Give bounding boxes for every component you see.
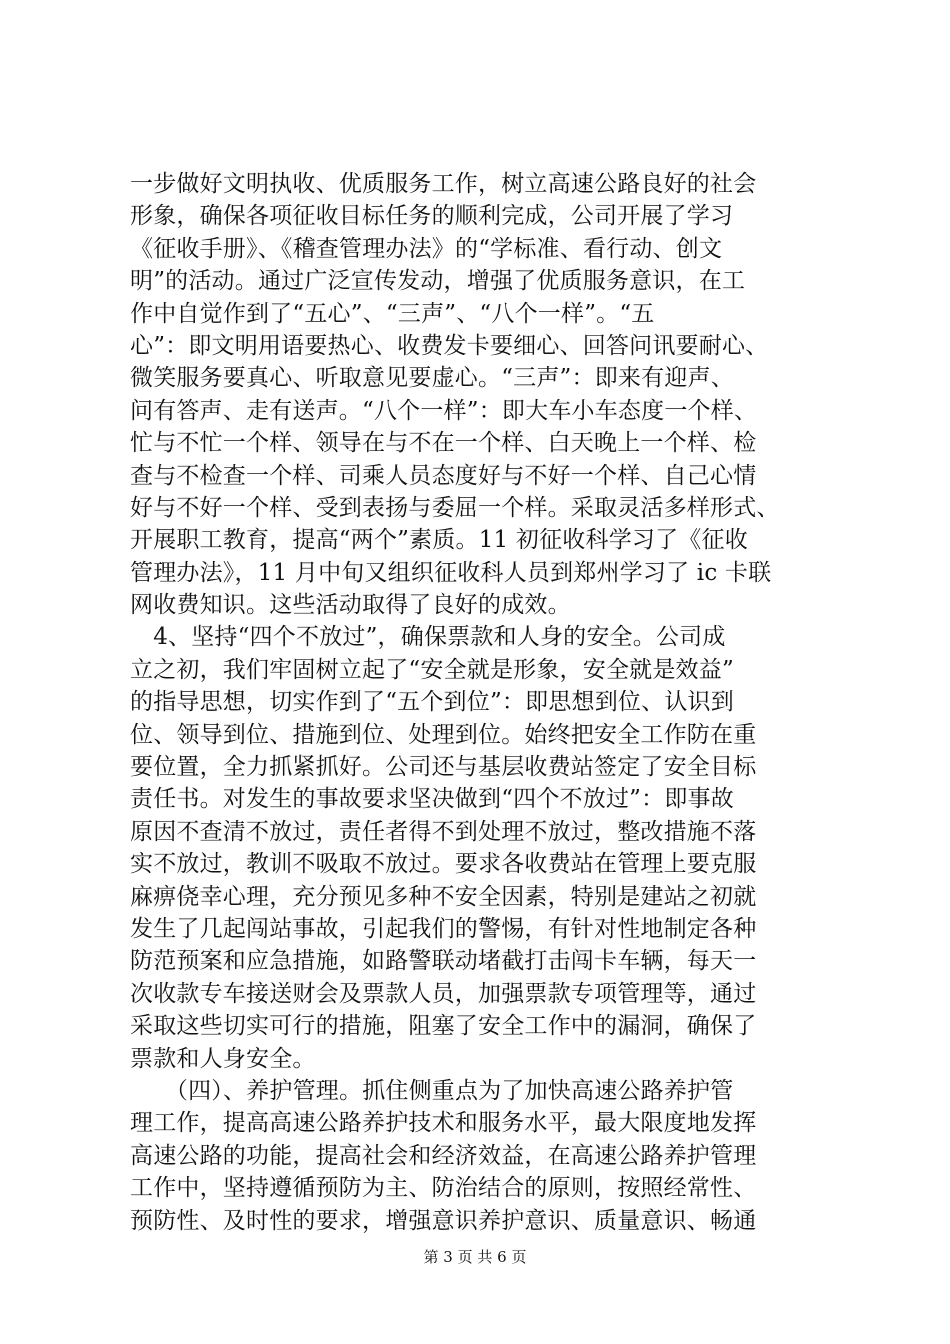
text-line: （四）、养护管理。抓住侧重点为了加快高速公路养护管 xyxy=(130,1077,734,1104)
text-line: 责任书。对发生的事故要求坚决做到“四个不放过”：即事故 xyxy=(130,786,734,813)
text-line: 形象，确保各项征收目标任务的顺利完成，公司开展了学习 xyxy=(130,203,734,230)
body-text xyxy=(130,168,830,1237)
text-line: 管理办法》，11 月中旬又组织征收科人员到郑州学习了 ic 卡联 xyxy=(130,559,772,586)
text-line: 次收款专车接送财会及票款人员，加强票款专项管理等，通过 xyxy=(130,980,757,1007)
text-line: 预防性、及时性的要求，增强意识养护意识、质量意识、畅通 xyxy=(130,1207,757,1234)
text-line: 立之初，我们牢固树立起了“安全就是形象，安全就是效益” xyxy=(130,656,734,683)
text-line: 微笑服务要真心、听取意见要虚心。“三声”：即来有迎声、 xyxy=(130,365,734,392)
text-line: 要位置，全力抓紧抓好。公司还与基层收费站签定了安全目标 xyxy=(130,754,757,781)
text-line: 理工作，提高高速公路养护技术和服务水平，最大限度地发挥 xyxy=(130,1110,757,1137)
text-line: 好与不好一个样、受到表扬与委屈一个样。采取灵活多样形式、 xyxy=(130,494,780,521)
text-line: 4、坚持“四个不放过”，确保票款和人身的安全。公司成 xyxy=(130,624,726,651)
text-line: 实不放过，教训不吸取不放过。要求各收费站在管理上要克服 xyxy=(130,851,757,878)
text-line: 的指导思想，切实作到了“五个到位”：即思想到位、认识到 xyxy=(130,689,734,716)
text-line: 心”：即文明用语要热心、收费发卡要细心、回答问讯要耐心、 xyxy=(130,332,769,359)
text-line: 忙与不忙一个样、领导在与不在一个样、白天晚上一个样、检 xyxy=(130,430,757,457)
text-line: 问有答声、走有送声。“八个一样”：即大车小车态度一个样、 xyxy=(130,397,758,424)
text-line: 明”的活动。通过广泛宣传发动，增强了优质服务意识，在工 xyxy=(130,268,746,295)
text-line: 采取这些切实可行的措施，阻塞了安全工作中的漏洞，确保了 xyxy=(130,1013,757,1040)
text-line: 防范预案和应急措施，如路警联动堵截打击闯卡车辆，每天一 xyxy=(130,948,757,975)
text-line: 《征收手册》、《稽查管理办法》的“学标准、看行动、创文 xyxy=(130,235,723,262)
text-line: 网收费知识。这些活动取得了良好的成效。 xyxy=(130,592,571,619)
text-line: 麻痹侥幸心理，充分预见多种不安全因素，特别是建站之初就 xyxy=(130,883,757,910)
text-line: 工作中，坚持遵循预防为主、防治结合的原则，按照经常性、 xyxy=(130,1175,757,1202)
text-line: 发生了几起闯站事故，引起我们的警惕，有针对性地制定各种 xyxy=(130,915,757,942)
text-line: 一步做好文明执收、优质服务工作，树立高速公路良好的社会 xyxy=(130,171,757,197)
text-line: 位、领导到位、措施到位、处理到位。始终把安全工作防在重 xyxy=(130,721,757,748)
text-line: 高速公路的功能，提高社会和经济效益，在高速公路养护管理 xyxy=(130,1142,757,1169)
page-footer: 第 3 页 共 6 页 xyxy=(423,1248,527,1266)
text-line: 查与不检查一个样、司乘人员态度好与不好一个样、自己心情 xyxy=(130,462,757,489)
text-line: 作中自觉作到了“五心”、“三声”、“八个一样”。“五 xyxy=(130,300,655,327)
text-line: 原因不查清不放过，责任者得不到处理不放过，整改措施不落 xyxy=(130,818,757,845)
text-line: 票款和人身安全。 xyxy=(130,1045,316,1072)
text-line: 开展职工教育，提高“两个”素质。11 初征收科学习了《征收 xyxy=(130,527,748,554)
